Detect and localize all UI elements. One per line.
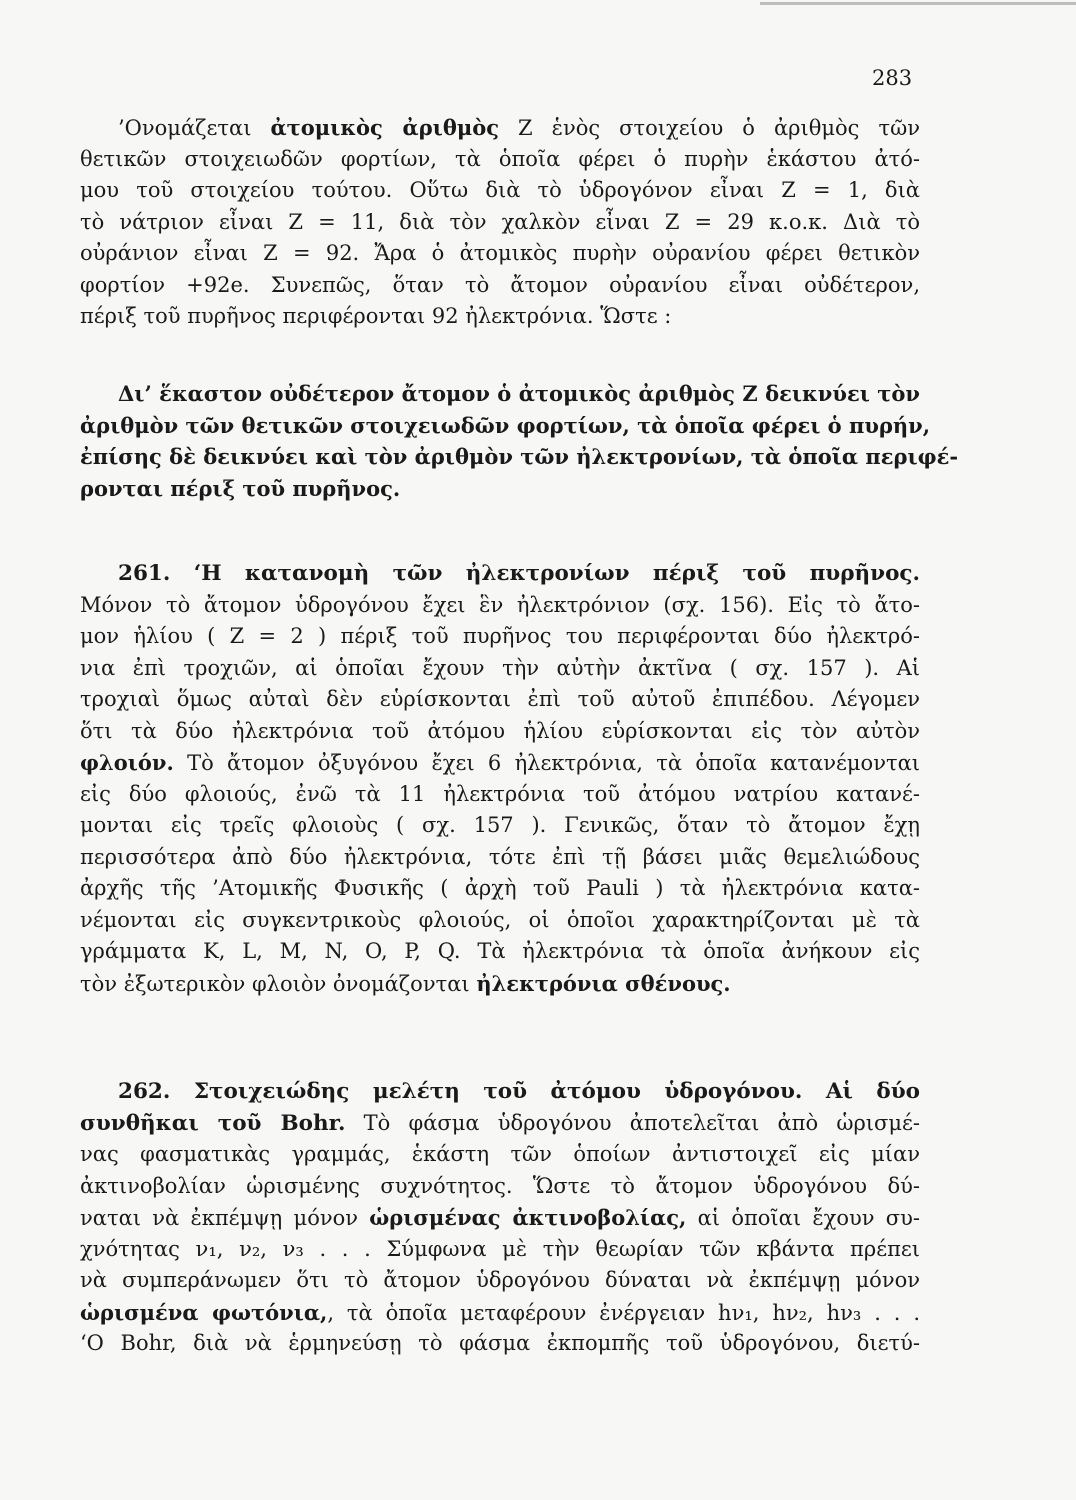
- text-line: ἀκτινοβολίαν ὡρισμένης συχνότητος. Ὥστε τὸ ἄτομον ὑδρογόνου δύ-: [80, 1173, 920, 1198]
- bold-term: ὡρισμένα φωτόνια,: [80, 1299, 328, 1325]
- text-line: ρονται πέριξ τοῦ πυρῆνος.: [80, 475, 401, 501]
- text-line: ναται νὰ ἐκπέμψῃ μόνον ὡρισμένας ἀκτινοβολίας, αἱ ὁποῖαι ἔχουν συ-: [80, 1205, 920, 1230]
- text-line: Δι’ ἕκαστον οὐδέτερον ἄτομον ὁ ἀτομικὸς ἀριθμὸς Ζ δεικνύει τὸν: [118, 381, 920, 406]
- text-line: τροχιαὶ ὅμως αὐταὶ δὲν εὑρίσκονται ἐπὶ τοῦ αὐτοῦ ἐπιπέδου. Λέγομεν: [80, 687, 920, 711]
- text-line: μονται εἰς τρεῖς φλοιοὺς ( σχ. 157 ). Γενικῶς, ὅταν τὸ ἄτομον ἔχῃ: [80, 813, 920, 837]
- text-line: ἐπίσης δὲ δεικνύει καὶ τὸν ἀριθμὸν τῶν ἠλεκτρονίων, τὰ ὁποῖα περιφέ-: [80, 444, 959, 469]
- text-line: νέμονται εἰς συγκεντρικοὺς φλοιούς, οἱ ὁποῖοι χαρακτηρίζονται μὲ τὰ: [80, 907, 920, 932]
- text-line: νια ἐπὶ τροχιῶν, αἱ ὁποῖαι ἔχουν τὴν αὐτὴν ἀκτῖνα ( σχ. 157 ). Αἱ: [80, 655, 920, 680]
- text-line: νας φασματικὰς γραμμάς, ἑκάστη τῶν ὁποίων ἀντιστοιχεῖ εἰς μίαν: [80, 1142, 920, 1166]
- section-heading: 261. ‘Η κατανομὴ τῶν ἠλεκτρονίων πέριξ τοῦ πυρῆνος.: [118, 561, 920, 586]
- text-line: ’Ονομάζεται ἀτομικὸς ἀριθμὸς Ζ ἑνὸς στοιχείου ὁ ἀριθμὸς τῶν: [118, 115, 920, 140]
- scan-edge-line: [760, 2, 1076, 5]
- section-heading-cont: συνθῆκαι τοῦ Bohr.: [80, 1110, 346, 1136]
- text-line: τὸν ἐξωτερικὸν φλοιὸν ὀνομάζονται ἠλεκτρόνια σθένους.: [80, 970, 731, 996]
- text-line: τὸ νάτριον εἶναι Ζ = 11, διὰ τὸν χαλκὸν εἶναι Ζ = 29 κ.ο.κ. Διὰ τὸ: [80, 209, 920, 234]
- bold-term: ἀτομικὸς ἀριθμὸς: [270, 115, 499, 140]
- text-line: εἰς δύο φλοιούς, ἐνῶ τὰ 11 ἠλεκτρόνια τοῦ ἀτόμου νατρίου κατανέ-: [80, 781, 920, 806]
- text-line: φλοιόν. Τὸ ἄτομον ὀξυγόνου ἔχει 6 ἠλεκτρόνια, τὰ ὁποῖα κατανέμονται: [80, 750, 920, 775]
- section-261: [80, 558, 920, 999]
- text-line: μου τοῦ στοιχείου τούτου. Οὕτω διὰ τὸ ὑδρογόνον εἶναι Ζ = 1, διὰ: [80, 178, 920, 202]
- text-line: ὡρισμένα φωτόνια,, τὰ ὁποῖα μεταφέρουν ἐνέργειαν hν₁, hν₂, hν₃ . . .: [80, 1299, 920, 1325]
- bold-term: ἠλεκτρόνια σθένους.: [476, 970, 731, 996]
- text-line: συνθῆκαι τοῦ Bohr. Τὸ φάσμα ὑδρογόνου ἀποτελεῖται ἀπὸ ὡρισμέ-: [80, 1110, 920, 1136]
- text-line: ἀρχῆς τῆς ’Ατομικῆς Φυσικῆς ( ἀρχὴ τοῦ Pauli ) τὰ ἠλεκτρόνια κατα-: [80, 876, 920, 900]
- section-heading: 262. Στοιχειώδης μελέτη τοῦ ἀτόμου ὑδρογόνου. Αἱ δύο: [118, 1079, 920, 1104]
- text-line: μον ἡλίου ( Ζ = 2 ) πέριξ τοῦ πυρῆνος του περιφέρονται δύο ἠλεκτρό-: [80, 624, 920, 648]
- text-line: Μόνον τὸ ἄτομον ὑδρογόνου ἔχει ἓν ἠλεκτρόνιον (σχ. 156). Εἰς τὸ ἄτο-: [80, 592, 920, 617]
- text-line: χνότητας ν₁, ν₂, ν₃ . . . Σύμφωνα μὲ τὴν θεωρίαν τῶν κβάντα πρέπει: [80, 1236, 920, 1261]
- section-262: [80, 1076, 920, 1360]
- text-line: ‘Ο Bohr, διὰ νὰ ἑρμηνεύσῃ τὸ φάσμα ἐκπομπῆς τοῦ ὑδρογόνου, διετύ-: [80, 1331, 920, 1355]
- bold-term: φλοιόν.: [80, 750, 174, 775]
- text-line: οὐράνιον εἶναι Ζ = 92. Ἄρα ὁ ἀτομικὸς πυρὴν οὐρανίου φέρει θετικὸν: [80, 241, 920, 265]
- text-line: γράμματα K, L, M, N, O, P, Q. Τὰ ἠλεκτρόνια τὰ ὁποῖα ἀνήκουν εἰς: [80, 939, 920, 963]
- text-line: περισσότερα ἀπὸ δύο ἠλεκτρόνια, τότε ἐπὶ τῇ βάσει μιᾶς θεμελιώδους: [80, 844, 920, 869]
- emphasized-statement: [80, 378, 959, 504]
- text-line: φορτίον +92e. Συνεπῶς, ὅταν τὸ ἄτομον οὐρανίου εἶναι οὐδέτερον,: [80, 272, 920, 297]
- text-line: πέριξ τοῦ πυρῆνος περιφέρονται 92 ἠλεκτρόνια. Ὥστε :: [80, 304, 672, 328]
- paragraph-atomic-number: [80, 112, 920, 333]
- text-line: θετικῶν στοιχειωδῶν φορτίων, τὰ ὁποῖα φέρει ὁ πυρὴν ἑκάστου ἀτό-: [80, 146, 920, 171]
- page-number: 283: [872, 66, 913, 90]
- bold-term: ὡρισμένας ἀκτινοβολίας,: [369, 1205, 687, 1230]
- text-line: ἀριθμὸν τῶν θετικῶν στοιχειωδῶν φορτίων, τὰ ὁποῖα φέρει ὁ πυρήν,: [80, 412, 931, 438]
- text-line: νὰ συμπεράνωμεν ὅτι τὸ ἄτομον ὑδρογόνου δύναται νὰ ἐκπέμψῃ μόνον: [80, 1268, 920, 1292]
- text-line: ὅτι τὰ δύο ἠλεκτρόνια τοῦ ἀτόμου ἡλίου εὑρίσκονται εἰς τὸν αὐτὸν: [80, 718, 920, 743]
